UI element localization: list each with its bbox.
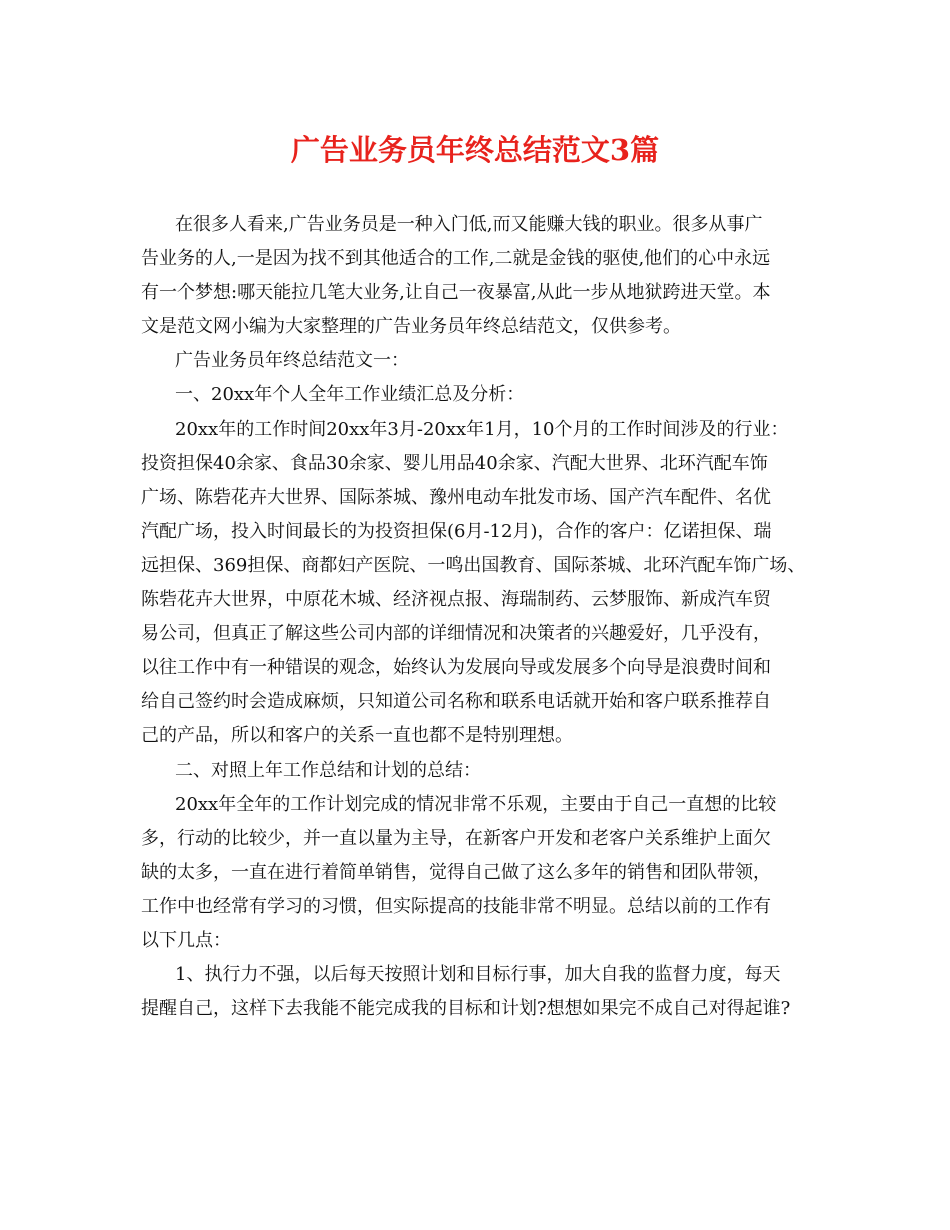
body-line: 给自己签约时会造成麻烦，只知道公司名称和联系电话就开始和客户联系推荐自 bbox=[141, 691, 771, 713]
body-line: 告业务的人,一是因为找不到其他适合的工作,二就是金钱的驱使,他们的心中永远 bbox=[141, 248, 771, 270]
body-line: 远担保、369担保、商都妇产医院、一鸣出国教育、国际茶城、北环汽配车饰广场、 bbox=[141, 554, 806, 576]
body-line: 以往工作中有一种错误的观念，始终认为发展向导或发展多个向导是浪费时间和 bbox=[141, 657, 771, 679]
body-line: 广告业务员年终总结范文一： bbox=[175, 350, 409, 372]
body-line: 投资担保40余家、食品30余家、婴儿用品40余家、汽配大世界、北环汽配车饰 bbox=[141, 452, 768, 474]
body-line: 在很多人看来,广告业务员是一种入门低,而又能赚大钱的职业。很多从事广 bbox=[175, 214, 763, 235]
body-line: 多，行动的比较少，并一直以量为主导，在新客户开发和老客户关系维护上面欠 bbox=[141, 827, 771, 849]
body-line: 一、20xx年个人全年工作业绩汇总及分析： bbox=[175, 384, 525, 406]
body-line: 缺的太多，一直在进行着简单销售，觉得自己做了这么多年的销售和团队带领， bbox=[141, 861, 771, 883]
body-line: 广场、陈砦花卉大世界、国际茶城、豫州电动车批发市场、国产汽车配件、名优 bbox=[141, 486, 771, 508]
body-line: 提醒自己，这样下去我能不能完成我的目标和计划?想想如果完不成自己对得起谁? bbox=[141, 998, 791, 1020]
body-line: 1、执行力不强，以后每天按照计划和目标行事，加大自我的监督力度，每天 bbox=[175, 964, 781, 986]
body-line: 20xx年的工作时间20xx年3月-20xx年1月，10个月的工作时间涉及的行业： bbox=[175, 418, 789, 440]
body-line: 易公司，但真正了解这些公司内部的详细情况和决策者的兴趣爱好，几乎没有， bbox=[141, 623, 771, 645]
body-line: 有一个梦想:哪天能拉几笔大业务,让自己一夜暴富,从此一步从地狱跨进天堂。本 bbox=[141, 282, 771, 304]
body-line: 以下几点： bbox=[141, 929, 231, 951]
body-line: 文是范文网小编为大家整理的广告业务员年终总结范文，仅供参考。 bbox=[141, 316, 681, 338]
body-line: 工作中也经常有学习的习惯，但实际提高的技能非常不明显。总结以前的工作有 bbox=[141, 895, 771, 917]
body-line: 己的产品，所以和客户的关系一直也都不是特别理想。 bbox=[141, 725, 573, 747]
document-body bbox=[141, 208, 821, 1026]
body-line: 陈砦花卉大世界，中原花木城、经济视点报、海瑞制药、云梦服饰、新成汽车贸 bbox=[141, 589, 771, 611]
body-line: 20xx年全年的工作计划完成的情况非常不乐观，主要由于自己一直想的比较 bbox=[175, 793, 777, 815]
body-line: 二、对照上年工作总结和计划的总结： bbox=[175, 759, 481, 781]
body-line: 汽配广场，投入时间最长的为投资担保(6月-12月)，合作的客户：亿诺担保、瑞 bbox=[141, 520, 772, 542]
document-title: 广告业务员年终总结范文3篇 bbox=[290, 133, 660, 167]
